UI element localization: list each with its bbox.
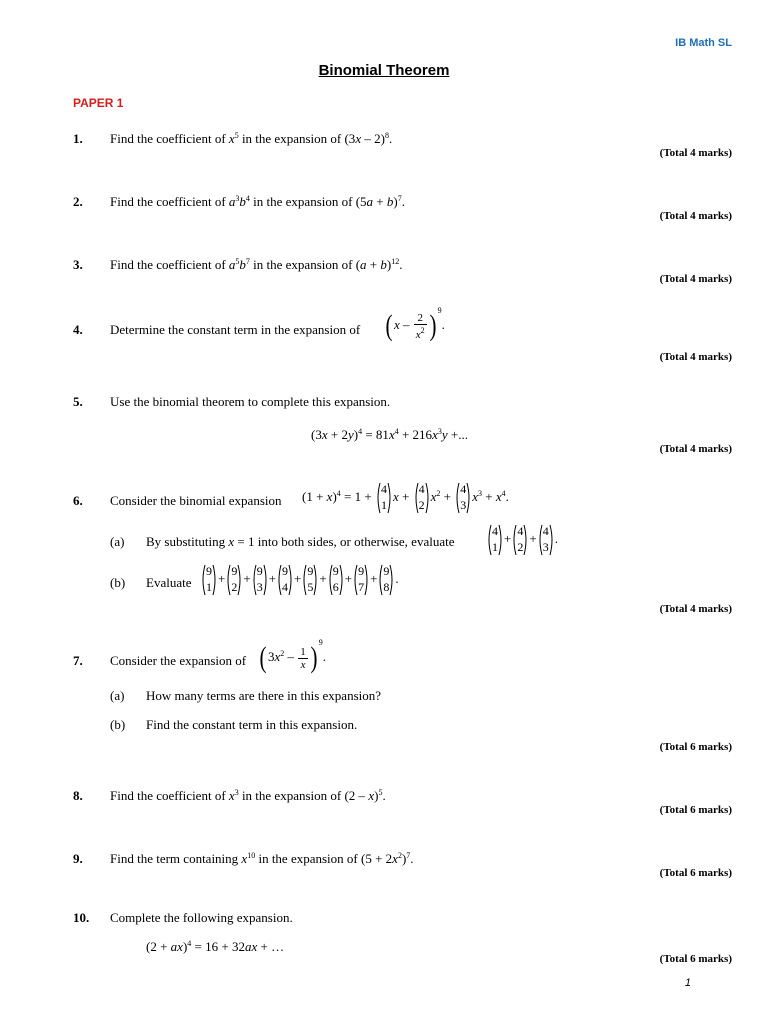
subpart-text: How many terms are there in this expansion? — [146, 688, 382, 703]
marks-label: (Total 6 marks) — [659, 804, 732, 816]
expression: 4 1 + 4 2 + 4 3 . — [486, 523, 558, 557]
expression: ( x – $\frac{2}{x^2}$ ) $^9$. — [385, 306, 445, 343]
subpart-label: (b) — [110, 717, 126, 732]
expression: $(3x + 2y)^4 = 81x^4 + 216x^3y$ +... — [311, 427, 468, 442]
marks-label: (Total 6 marks) — [659, 741, 732, 753]
question-text: Find the coefficient of $a^5b^7$ in the expansion of $(a + b)^{12}$. — [110, 257, 403, 272]
question-text: Find the coefficient of $x^5$ in the expansion of (3x – 2)$^8$. — [110, 131, 393, 146]
subpart-text: Find the constant term in this expansion. — [146, 717, 358, 732]
expression: ( $3x^2$ – $\frac{1}{x}$ ) $^9$. — [259, 638, 327, 675]
question-text: Consider the expansion of — [110, 653, 247, 668]
page-title: Binomial Theorem — [318, 62, 450, 79]
question-number: 9. — [73, 851, 83, 866]
marks-label: (Total 6 marks) — [659, 953, 732, 965]
expression: 9 1 + 9 2 + 9 3 + 9 4 + 9 5 + 9 6 + 9 7 + 9 8 . — [200, 563, 399, 597]
course-header: IB Math SL — [675, 37, 732, 49]
subpart-text: By substituting x = 1 into both sides, or otherwise, evaluate — [146, 534, 455, 549]
marks-label: (Total 4 marks) — [659, 147, 732, 159]
subpart-label: (a) — [110, 534, 125, 549]
marks-label: (Total 4 marks) — [659, 351, 732, 363]
question-text: Find the coefficient of $a^3b^4$ in the expansion of $(5a + b)^7$. — [110, 194, 405, 209]
question-number: 7. — [73, 653, 83, 668]
marks-label: (Total 4 marks) — [659, 603, 732, 615]
question-text: Find the coefficient of $x^3$ in the expansion of (2 – x)$^5$. — [110, 788, 386, 803]
question-text: Use the binomial theorem to complete this expansion. — [110, 394, 391, 409]
page-number: 1 — [684, 977, 691, 989]
question-text: Determine the constant term in the expansion of — [110, 322, 361, 337]
question-number: 4. — [73, 322, 83, 337]
question-number: 5. — [73, 394, 83, 409]
marks-label: (Total 4 marks) — [659, 210, 732, 222]
marks-label: (Total 6 marks) — [659, 867, 732, 879]
marks-label: (Total 4 marks) — [659, 273, 732, 285]
question-number: 3. — [73, 257, 83, 272]
question-number: 8. — [73, 788, 83, 803]
expression: (2 + ax)$^4$ = 16 + 32ax + … — [146, 939, 285, 954]
question-text: Consider the binomial expansion — [110, 493, 282, 508]
marks-label: (Total 4 marks) — [659, 443, 732, 455]
question-text: Find the term containing $x^{10}$ in the expansion of $(5 + 2x^2)^7$. — [110, 851, 414, 866]
question-text: Complete the following expansion. — [110, 910, 293, 925]
section-label: PAPER 1 — [73, 96, 124, 110]
question-number: 2. — [73, 194, 83, 209]
expression: $(1 + x)^4 = 1$ + 4 1 x + 4 2 $x^2$ + 4 3 $x^3 + x^4$. — [302, 482, 509, 512]
question-number: 10. — [73, 910, 90, 925]
subpart-label: (b) — [110, 575, 126, 590]
subpart-label: (a) — [110, 688, 125, 703]
question-number: 1. — [73, 131, 83, 146]
subpart-text: Evaluate — [146, 575, 192, 590]
question-number: 6. — [73, 493, 83, 508]
